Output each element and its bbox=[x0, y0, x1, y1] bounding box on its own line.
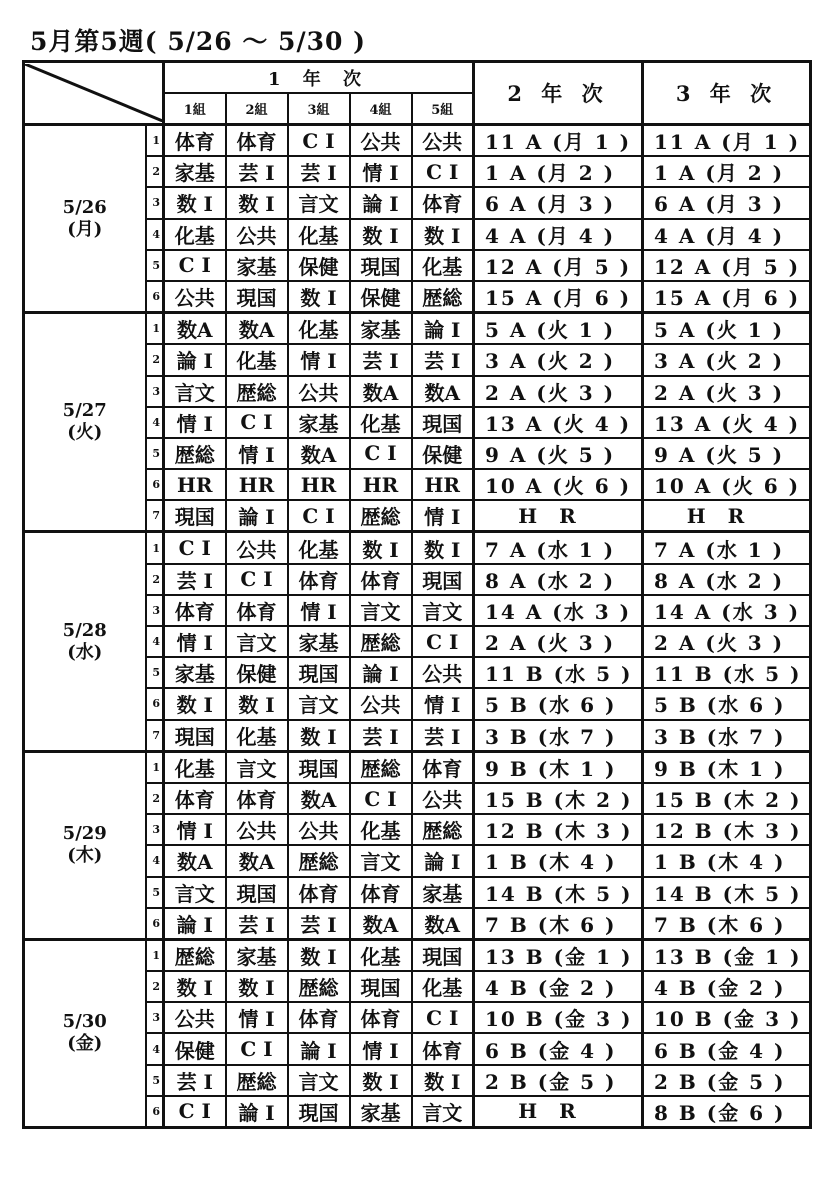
year2-cell: 3 A (火 2 ) bbox=[474, 344, 643, 375]
subject-cell: 数A bbox=[288, 783, 350, 814]
subject-cell: 現国 bbox=[350, 971, 412, 1002]
subject-cell: 情 I bbox=[164, 814, 226, 845]
year2-cell: 4 B (金 2 ) bbox=[474, 971, 643, 1002]
subject-cell: 保健 bbox=[226, 657, 288, 688]
year3-cell: 13 B (金 1 ) bbox=[643, 939, 811, 971]
period-number: 7 bbox=[146, 500, 164, 532]
year2-cell: 11 B (水 5 ) bbox=[474, 657, 643, 688]
subject-cell: 体育 bbox=[350, 1002, 412, 1033]
period-number: 1 bbox=[146, 125, 164, 157]
subject-cell: 体育 bbox=[226, 783, 288, 814]
year2-cell: 5 A (火 1 ) bbox=[474, 313, 643, 345]
corner-cell bbox=[24, 62, 164, 125]
subject-cell: 現国 bbox=[164, 720, 226, 752]
table-row bbox=[24, 125, 811, 157]
year3-cell: 15 A (月 6 ) bbox=[643, 281, 811, 313]
period-number: 6 bbox=[146, 469, 164, 500]
year2-cell: 14 B (木 5 ) bbox=[474, 877, 643, 908]
year2-cell: 12 B (木 3 ) bbox=[474, 814, 643, 845]
diagonal-line bbox=[25, 64, 164, 122]
period-number: 5 bbox=[146, 250, 164, 281]
day-cell bbox=[24, 313, 146, 532]
subject-cell: 体育 bbox=[226, 125, 288, 157]
year2-cell: 6 B (金 4 ) bbox=[474, 1033, 643, 1064]
subject-cell: 体育 bbox=[288, 564, 350, 595]
subject-cell: 体育 bbox=[412, 187, 474, 218]
subject-cell: C I bbox=[350, 438, 412, 469]
subject-cell: C I bbox=[412, 1002, 474, 1033]
subject-cell: 公共 bbox=[226, 532, 288, 564]
year2-cell: 7 B (木 6 ) bbox=[474, 908, 643, 940]
year3-cell: HR bbox=[643, 500, 811, 532]
year3-cell: 12 B (木 3 ) bbox=[643, 814, 811, 845]
subject-cell: C I bbox=[164, 1096, 226, 1128]
subject-cell: 芸 I bbox=[288, 908, 350, 940]
subject-cell: 家基 bbox=[412, 877, 474, 908]
subject-cell: HR bbox=[226, 469, 288, 500]
table-row bbox=[24, 532, 811, 564]
subject-cell: C I bbox=[226, 1033, 288, 1064]
subject-cell: 歴総 bbox=[350, 500, 412, 532]
subject-cell: 公共 bbox=[164, 281, 226, 313]
year2-cell: 13 B (金 1 ) bbox=[474, 939, 643, 971]
period-number: 4 bbox=[146, 626, 164, 657]
year2-cell: 15 B (木 2 ) bbox=[474, 783, 643, 814]
subject-cell: 数 I bbox=[164, 187, 226, 218]
subject-cell: 化基 bbox=[226, 720, 288, 752]
subject-cell: 化基 bbox=[412, 250, 474, 281]
year3-cell: 11 B (水 5 ) bbox=[643, 657, 811, 688]
subject-cell: 論 I bbox=[350, 657, 412, 688]
day-cell bbox=[24, 125, 146, 313]
subject-cell: 芸 I bbox=[226, 156, 288, 187]
year3-cell: 5 B (水 6 ) bbox=[643, 688, 811, 719]
period-number: 2 bbox=[146, 971, 164, 1002]
subject-cell: 数A bbox=[412, 376, 474, 407]
subject-cell: 化基 bbox=[412, 971, 474, 1002]
subject-cell: 数 I bbox=[350, 1065, 412, 1096]
year3-cell: 8 B (金 6 ) bbox=[643, 1096, 811, 1128]
subject-cell: 芸 I bbox=[288, 156, 350, 187]
subject-cell: 数A bbox=[350, 908, 412, 940]
subject-cell: 芸 I bbox=[164, 1065, 226, 1096]
subject-cell: 数 I bbox=[412, 219, 474, 250]
subject-cell: C I bbox=[288, 500, 350, 532]
subject-cell: 情 I bbox=[288, 344, 350, 375]
subject-cell: 家基 bbox=[350, 313, 412, 345]
subject-cell: 歴総 bbox=[412, 281, 474, 313]
year2-cell: 3 B (水 7 ) bbox=[474, 720, 643, 752]
subject-cell: HR bbox=[412, 469, 474, 500]
class-header: 5組 bbox=[412, 93, 474, 125]
subject-cell: 公共 bbox=[412, 657, 474, 688]
year3-cell: 3 B (水 7 ) bbox=[643, 720, 811, 752]
period-number: 2 bbox=[146, 156, 164, 187]
year3-cell: 12 A (月 5 ) bbox=[643, 250, 811, 281]
subject-cell: 体育 bbox=[288, 1002, 350, 1033]
subject-cell: 情 I bbox=[412, 500, 474, 532]
subject-cell: 体育 bbox=[412, 1033, 474, 1064]
year3-cell: 8 A (水 2 ) bbox=[643, 564, 811, 595]
subject-cell: 保健 bbox=[164, 1033, 226, 1064]
year3-cell: 6 B (金 4 ) bbox=[643, 1033, 811, 1064]
class-header: 2組 bbox=[226, 93, 288, 125]
year3-cell: 10 A (火 6 ) bbox=[643, 469, 811, 500]
page-title: 5月第5週( 5/26 〜 5/30 ) bbox=[30, 27, 366, 56]
subject-cell: 情 I bbox=[226, 1002, 288, 1033]
year2-cell: 4 A (月 4 ) bbox=[474, 219, 643, 250]
subject-cell: 家基 bbox=[164, 657, 226, 688]
table-row bbox=[24, 751, 811, 783]
subject-cell: 言文 bbox=[288, 1065, 350, 1096]
subject-cell: 論 I bbox=[164, 908, 226, 940]
subject-cell: 歴総 bbox=[350, 626, 412, 657]
period-number: 1 bbox=[146, 751, 164, 783]
subject-cell: 芸 I bbox=[350, 720, 412, 752]
subject-cell: 歴総 bbox=[226, 376, 288, 407]
subject-cell: 言文 bbox=[350, 845, 412, 876]
table-row bbox=[24, 313, 811, 345]
subject-cell: C I bbox=[164, 532, 226, 564]
year3-cell: 4 A (月 4 ) bbox=[643, 219, 811, 250]
subject-cell: 情 I bbox=[350, 156, 412, 187]
subject-cell: 芸 I bbox=[412, 344, 474, 375]
subject-cell: 家基 bbox=[164, 156, 226, 187]
period-number: 4 bbox=[146, 1033, 164, 1064]
subject-cell: 数 I bbox=[350, 219, 412, 250]
subject-cell: 論 I bbox=[350, 187, 412, 218]
subject-cell: 数A bbox=[226, 313, 288, 345]
period-number: 3 bbox=[146, 187, 164, 218]
subject-cell: 現国 bbox=[226, 281, 288, 313]
year3-cell: 3 A (火 2 ) bbox=[643, 344, 811, 375]
year3-cell: 11 A (月 1 ) bbox=[643, 125, 811, 157]
subject-cell: 論 I bbox=[412, 313, 474, 345]
subject-cell: 化基 bbox=[164, 219, 226, 250]
subject-cell: 数A bbox=[288, 438, 350, 469]
period-number: 5 bbox=[146, 438, 164, 469]
subject-cell: 歴総 bbox=[164, 438, 226, 469]
day-date: 5/27 bbox=[62, 400, 107, 422]
subject-cell: 芸 I bbox=[226, 908, 288, 940]
subject-cell: 化基 bbox=[164, 751, 226, 783]
subject-cell: 数A bbox=[350, 376, 412, 407]
subject-cell: 公共 bbox=[226, 219, 288, 250]
period-number: 6 bbox=[146, 908, 164, 940]
day-date: 5/29 bbox=[62, 823, 107, 845]
year2-cell: 1 B (木 4 ) bbox=[474, 845, 643, 876]
subject-cell: 体育 bbox=[164, 783, 226, 814]
year2-cell: 2 B (金 5 ) bbox=[474, 1065, 643, 1096]
year2-cell: 10 A (火 6 ) bbox=[474, 469, 643, 500]
period-number: 5 bbox=[146, 1065, 164, 1096]
class-header: 4組 bbox=[350, 93, 412, 125]
day-weekday: (火) bbox=[67, 422, 103, 444]
subject-cell: 公共 bbox=[288, 814, 350, 845]
subject-cell: 情 I bbox=[350, 1033, 412, 1064]
subject-cell: 言文 bbox=[412, 595, 474, 626]
subject-cell: 化基 bbox=[288, 219, 350, 250]
year3-cell: 15 B (木 2 ) bbox=[643, 783, 811, 814]
subject-cell: 化基 bbox=[288, 313, 350, 345]
period-number: 3 bbox=[146, 1002, 164, 1033]
year2-cell: 9 A (火 5 ) bbox=[474, 438, 643, 469]
subject-cell: 言文 bbox=[226, 751, 288, 783]
subject-cell: 保健 bbox=[412, 438, 474, 469]
subject-cell: 現国 bbox=[288, 1096, 350, 1128]
subject-cell: 家基 bbox=[350, 1096, 412, 1128]
subject-cell: 数 I bbox=[164, 688, 226, 719]
period-number: 3 bbox=[146, 376, 164, 407]
day-cell bbox=[24, 939, 146, 1127]
day-weekday: (月) bbox=[67, 218, 103, 240]
class-header: 3組 bbox=[288, 93, 350, 125]
year2-cell: 1 A (月 2 ) bbox=[474, 156, 643, 187]
year2-cell: 2 A (火 3 ) bbox=[474, 376, 643, 407]
year3-cell: 4 B (金 2 ) bbox=[643, 971, 811, 1002]
period-number: 7 bbox=[146, 720, 164, 752]
subject-cell: 体育 bbox=[350, 564, 412, 595]
period-number: 3 bbox=[146, 814, 164, 845]
period-number: 4 bbox=[146, 845, 164, 876]
subject-cell: 現国 bbox=[288, 657, 350, 688]
subject-cell: 言文 bbox=[226, 626, 288, 657]
table-row bbox=[24, 939, 811, 971]
year3-cell: 14 A (水 3 ) bbox=[643, 595, 811, 626]
subject-cell: 公共 bbox=[350, 688, 412, 719]
year3-cell: 7 A (水 1 ) bbox=[643, 532, 811, 564]
year2-cell: 13 A (火 4 ) bbox=[474, 407, 643, 438]
subject-cell: 情 I bbox=[226, 438, 288, 469]
subject-cell: 芸 I bbox=[350, 344, 412, 375]
subject-cell: HR bbox=[164, 469, 226, 500]
year3-cell: 1 B (木 4 ) bbox=[643, 845, 811, 876]
period-number: 6 bbox=[146, 1096, 164, 1128]
subject-cell: 化基 bbox=[226, 344, 288, 375]
subject-cell: 体育 bbox=[164, 595, 226, 626]
period-number: 1 bbox=[146, 313, 164, 345]
year3-cell: 2 A (火 3 ) bbox=[643, 376, 811, 407]
year2-cell: 2 A (火 3 ) bbox=[474, 626, 643, 657]
year3-cell: 1 A (月 2 ) bbox=[643, 156, 811, 187]
year2-header: 2 年 次 bbox=[474, 62, 643, 125]
subject-cell: 情 I bbox=[412, 688, 474, 719]
year2-cell: 10 B (金 3 ) bbox=[474, 1002, 643, 1033]
year3-header: 3 年 次 bbox=[643, 62, 811, 125]
subject-cell: 現国 bbox=[412, 564, 474, 595]
subject-cell: 芸 I bbox=[412, 720, 474, 752]
subject-cell: 論 I bbox=[164, 344, 226, 375]
subject-cell: 数 I bbox=[412, 1065, 474, 1096]
year1-header: 1 年 次 bbox=[164, 62, 474, 94]
subject-cell: 歴総 bbox=[288, 971, 350, 1002]
subject-cell: 歴総 bbox=[288, 845, 350, 876]
subject-cell: 現国 bbox=[412, 939, 474, 971]
year3-cell: 7 B (木 6 ) bbox=[643, 908, 811, 940]
subject-cell: 体育 bbox=[164, 125, 226, 157]
year3-cell: 6 A (月 3 ) bbox=[643, 187, 811, 218]
period-number: 2 bbox=[146, 783, 164, 814]
subject-cell: 家基 bbox=[288, 407, 350, 438]
subject-cell: 情 I bbox=[288, 595, 350, 626]
day-date: 5/30 bbox=[62, 1011, 107, 1033]
subject-cell: 歴総 bbox=[350, 751, 412, 783]
subject-cell: 現国 bbox=[350, 250, 412, 281]
subject-cell: 数 I bbox=[288, 939, 350, 971]
subject-cell: 公共 bbox=[412, 125, 474, 157]
period-number: 4 bbox=[146, 219, 164, 250]
day-cell bbox=[24, 751, 146, 939]
period-number: 6 bbox=[146, 281, 164, 313]
subject-cell: 数 I bbox=[226, 688, 288, 719]
subject-cell: 公共 bbox=[412, 783, 474, 814]
timetable bbox=[22, 60, 812, 1129]
day-cell bbox=[24, 532, 146, 751]
year3-cell: 2 A (火 3 ) bbox=[643, 626, 811, 657]
subject-cell: 現国 bbox=[164, 500, 226, 532]
subject-cell: 数A bbox=[164, 845, 226, 876]
subject-cell: 現国 bbox=[412, 407, 474, 438]
day-date: 5/28 bbox=[62, 619, 107, 641]
period-number: 1 bbox=[146, 532, 164, 564]
subject-cell: 言文 bbox=[288, 187, 350, 218]
subject-cell: 公共 bbox=[288, 376, 350, 407]
year2-cell: 7 A (水 1 ) bbox=[474, 532, 643, 564]
subject-cell: 数 I bbox=[288, 281, 350, 313]
subject-cell: 言文 bbox=[164, 877, 226, 908]
year2-cell: 12 A (月 5 ) bbox=[474, 250, 643, 281]
subject-cell: C I bbox=[164, 250, 226, 281]
subject-cell: 公共 bbox=[350, 125, 412, 157]
year3-cell: 5 A (火 1 ) bbox=[643, 313, 811, 345]
period-number: 5 bbox=[146, 877, 164, 908]
day-weekday: (金) bbox=[67, 1033, 103, 1055]
subject-cell: 論 I bbox=[412, 845, 474, 876]
period-number: 2 bbox=[146, 564, 164, 595]
period-number: 2 bbox=[146, 344, 164, 375]
year2-cell: 8 A (水 2 ) bbox=[474, 564, 643, 595]
subject-cell: 数 I bbox=[412, 532, 474, 564]
subject-cell: C I bbox=[226, 407, 288, 438]
year2-cell: 14 A (水 3 ) bbox=[474, 595, 643, 626]
subject-cell: 歴総 bbox=[164, 939, 226, 971]
subject-cell: 数 I bbox=[350, 532, 412, 564]
subject-cell: C I bbox=[412, 626, 474, 657]
subject-cell: 体育 bbox=[350, 877, 412, 908]
year2-cell: 11 A (月 1 ) bbox=[474, 125, 643, 157]
year3-cell: 9 A (火 5 ) bbox=[643, 438, 811, 469]
subject-cell: 数A bbox=[226, 845, 288, 876]
subject-cell: 体育 bbox=[288, 877, 350, 908]
year2-cell: 15 A (月 6 ) bbox=[474, 281, 643, 313]
year3-cell: 14 B (木 5 ) bbox=[643, 877, 811, 908]
subject-cell: C I bbox=[350, 783, 412, 814]
year2-cell: 9 B (木 1 ) bbox=[474, 751, 643, 783]
year3-cell: 10 B (金 3 ) bbox=[643, 1002, 811, 1033]
subject-cell: 家基 bbox=[226, 939, 288, 971]
subject-cell: C I bbox=[226, 564, 288, 595]
subject-cell: 論 I bbox=[226, 500, 288, 532]
subject-cell: 化基 bbox=[350, 939, 412, 971]
day-weekday: (水) bbox=[67, 641, 103, 663]
period-number: 1 bbox=[146, 939, 164, 971]
year3-cell: 2 B (金 5 ) bbox=[643, 1065, 811, 1096]
year3-cell: 9 B (木 1 ) bbox=[643, 751, 811, 783]
subject-cell: 家基 bbox=[288, 626, 350, 657]
subject-cell: 公共 bbox=[226, 814, 288, 845]
subject-cell: 数 I bbox=[226, 187, 288, 218]
day-date: 5/26 bbox=[62, 196, 107, 218]
subject-cell: HR bbox=[350, 469, 412, 500]
year2-cell: HR bbox=[474, 1096, 643, 1128]
class-header: 1組 bbox=[164, 93, 226, 125]
subject-cell: 化基 bbox=[350, 407, 412, 438]
subject-cell: 数 I bbox=[288, 720, 350, 752]
subject-cell: 歴総 bbox=[412, 814, 474, 845]
subject-cell: 数 I bbox=[164, 971, 226, 1002]
year2-cell: HR bbox=[474, 500, 643, 532]
subject-cell: 情 I bbox=[164, 407, 226, 438]
subject-cell: 体育 bbox=[226, 595, 288, 626]
subject-cell: 情 I bbox=[164, 626, 226, 657]
subject-cell: 論 I bbox=[288, 1033, 350, 1064]
period-number: 5 bbox=[146, 657, 164, 688]
year3-cell: 13 A (火 4 ) bbox=[643, 407, 811, 438]
period-number: 6 bbox=[146, 688, 164, 719]
subject-cell: 数A bbox=[164, 313, 226, 345]
subject-cell: 数A bbox=[412, 908, 474, 940]
subject-cell: 公共 bbox=[164, 1002, 226, 1033]
year2-cell: 5 B (水 6 ) bbox=[474, 688, 643, 719]
year2-cell: 6 A (月 3 ) bbox=[474, 187, 643, 218]
subject-cell: 現国 bbox=[226, 877, 288, 908]
subject-cell: 保健 bbox=[288, 250, 350, 281]
subject-cell: 化基 bbox=[350, 814, 412, 845]
subject-cell: 数 I bbox=[226, 971, 288, 1002]
subject-cell: 家基 bbox=[226, 250, 288, 281]
subject-cell: 言文 bbox=[288, 688, 350, 719]
subject-cell: 論 I bbox=[226, 1096, 288, 1128]
subject-cell: 言文 bbox=[164, 376, 226, 407]
subject-cell: 歴総 bbox=[226, 1065, 288, 1096]
subject-cell: HR bbox=[288, 469, 350, 500]
period-number: 3 bbox=[146, 595, 164, 626]
day-weekday: (木) bbox=[67, 845, 103, 867]
subject-cell: 現国 bbox=[288, 751, 350, 783]
subject-cell: C I bbox=[412, 156, 474, 187]
subject-cell: 言文 bbox=[412, 1096, 474, 1128]
subject-cell: 体育 bbox=[412, 751, 474, 783]
subject-cell: 保健 bbox=[350, 281, 412, 313]
subject-cell: 言文 bbox=[350, 595, 412, 626]
subject-cell: C I bbox=[288, 125, 350, 157]
subject-cell: 化基 bbox=[288, 532, 350, 564]
subject-cell: 芸 I bbox=[164, 564, 226, 595]
period-number: 4 bbox=[146, 407, 164, 438]
